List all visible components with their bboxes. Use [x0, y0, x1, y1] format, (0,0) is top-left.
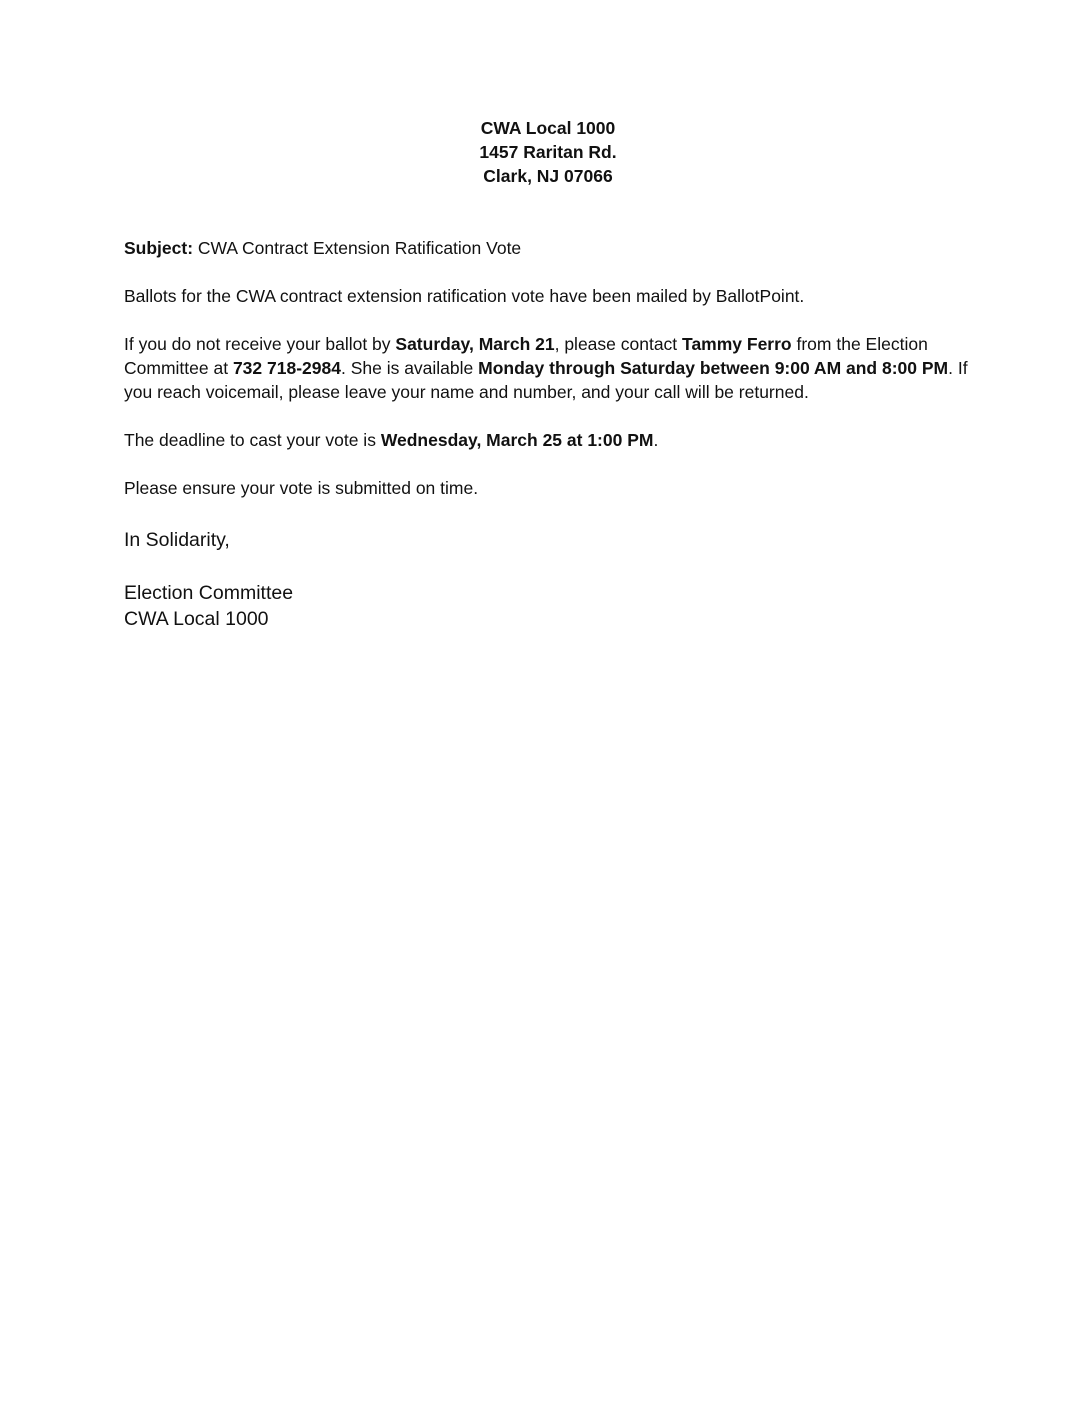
signature-block	[124, 580, 293, 632]
contact-text-3: from the Election Committee at	[124, 334, 928, 378]
contact-name: Tammy Ferro	[682, 334, 792, 354]
paragraph-ballots-mailed: Ballots for the CWA contract extension ratification vote have been mailed by BallotPoint.	[124, 286, 805, 306]
subject-label: Subject:	[124, 238, 194, 258]
signature-organization: CWA Local 1000	[124, 608, 269, 630]
receipt-date: Saturday, March 21	[395, 334, 555, 354]
deadline-datetime: Wednesday, March 25 at 1:00 PM	[380, 430, 654, 450]
contact-text-4: . She is available	[340, 358, 479, 378]
letterhead-organization: CWA Local 1000	[480, 118, 616, 138]
contact-text-1: If you do not receive your ballot by	[124, 334, 396, 354]
contact-text-5: . If you reach voicemail, please leave your name and number, and your call will be returned.	[124, 358, 968, 402]
signature-committee: Election Committee	[124, 582, 294, 604]
subject-text: CWA Contract Extension Ratification Vote	[193, 238, 522, 258]
paragraph-contact	[124, 332, 974, 404]
subject-line	[124, 236, 974, 260]
letterhead-city: Clark, NJ 07066	[483, 166, 613, 186]
letterhead	[0, 116, 1090, 188]
closing-salutation: In Solidarity,	[124, 529, 230, 551]
paragraph-ensure: Please ensure your vote is submitted on time.	[124, 478, 479, 498]
deadline-text-1: The deadline to cast your vote is	[124, 430, 381, 450]
paragraph-deadline	[124, 428, 974, 452]
contact-phone: 732 718-2984	[232, 358, 341, 378]
availability-hours: Monday through Saturday between 9:00 AM and 8:00 PM	[478, 358, 949, 378]
contact-text-2: , please contact	[554, 334, 683, 354]
deadline-text-2: .	[653, 430, 659, 450]
letterhead-street: 1457 Raritan Rd.	[479, 142, 617, 162]
